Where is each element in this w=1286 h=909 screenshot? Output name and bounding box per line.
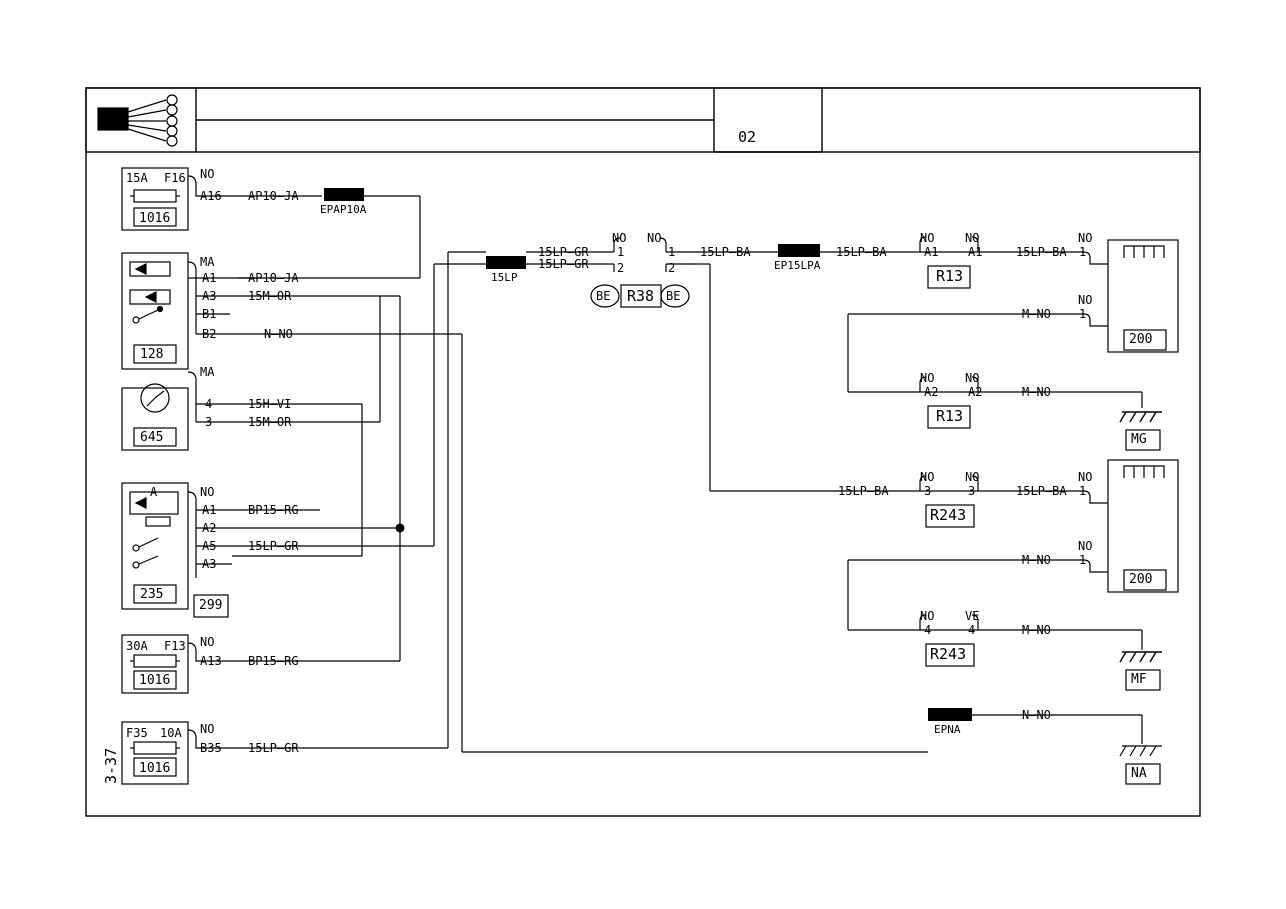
r13-bottom-pin-right: A2 (968, 385, 983, 399)
motor-200-bottom-pin-bottom-label: NO (1078, 539, 1093, 553)
fuse-f13-pin: A13 (200, 654, 222, 668)
r38-left-top: NO (612, 231, 627, 245)
motor-200-top-pin-top-label: NO (1078, 231, 1093, 245)
wire-label-15lp-gr-1: 15LP—GR (248, 539, 299, 553)
r243-top-pin-left: 3 (924, 484, 932, 498)
motor-200-top-pin-bottom-label: NO (1078, 293, 1093, 307)
fuse-f35-pin: B35 (200, 741, 222, 755)
wire-label-15lp-ba-4: 15LP—BA (838, 484, 889, 498)
wire-label-m-no-0: M—NO (1022, 307, 1051, 321)
motor-200-top-pin-1a: 1 (1079, 245, 1087, 259)
r13-top-pin-left: A1 (924, 245, 939, 259)
r38-pin-right-1: 1 (668, 245, 676, 259)
splice-epap10a (324, 188, 364, 201)
fuse-f35-id: F35 (126, 726, 148, 740)
wire-label-15lp-ba-3: 15LP—BA (1016, 245, 1067, 259)
motor-200-bottom-pin-1b: 1 (1079, 553, 1087, 567)
switch-235-pin-a2: A2 (202, 521, 217, 535)
gauge-645-connector: 645 (140, 430, 164, 445)
module-128-pin-b1: B1 (202, 307, 217, 321)
fuse-f35-rating: 10A (160, 726, 182, 740)
r13-top-pin-right: A1 (968, 245, 983, 259)
switch-235-pin-a1: A1 (202, 503, 217, 517)
wire-label-15lp-gr-2: 15LP—GR (248, 741, 299, 755)
r38-pin-left-2: 2 (617, 261, 625, 275)
gauge-645-pin-3: 3 (205, 415, 213, 429)
switch-235-connector-alt: 299 (199, 598, 223, 613)
wire-network-left (232, 196, 928, 755)
r243-bottom-left-top: NO (920, 609, 935, 623)
splice-15lp (486, 256, 526, 269)
r13-top-left-top: NO (920, 231, 935, 245)
wire-label-15lp-gr-3: 15LP—GR (538, 245, 589, 259)
switch-235-pin-a5: A5 (202, 539, 217, 553)
module-128-pin-a3: A3 (202, 289, 217, 303)
wire-label-m-no-2: M—NO (1022, 553, 1051, 567)
r13-bottom-left-top: NO (920, 371, 935, 385)
wire-label-15m-or-2: 15M—OR (248, 415, 292, 429)
splice-epna (928, 708, 972, 721)
wire-label-n-no: N—NO (264, 327, 293, 341)
wire-label-15m-or-1: 15M—OR (248, 289, 292, 303)
wire-label-n-no-2: N—NO (1022, 708, 1051, 722)
module-128-pin-b2: B2 (202, 327, 217, 341)
r13-bottom-name: R13 (936, 407, 964, 425)
r13-bottom-right-top: NO (965, 371, 980, 385)
switch-235-pin-top: NO (200, 485, 215, 499)
module-128-top-label: MA (200, 255, 215, 269)
fuse-f13-id: F13 (164, 639, 186, 653)
wire-label-m-no-1: M—NO (1022, 385, 1051, 399)
fuse-f16-connector: 1016 (139, 211, 171, 226)
relay-r13-bottom-symbol (848, 314, 1142, 428)
r243-bottom-right-top: VE (965, 609, 980, 623)
gauge-645-top-label: MA (200, 365, 215, 379)
fuse-f16-pin: A16 (200, 189, 222, 203)
splice-epna-label: EPNA (934, 723, 961, 736)
relay-r38-symbol (526, 238, 914, 491)
wire-label-15lp-ba-2: 15LP—BA (836, 245, 887, 259)
fuse-f13-pin-top: NO (200, 635, 215, 649)
motor-200-bottom-pin-1a: 1 (1079, 484, 1087, 498)
r38-right-top: NO (647, 231, 662, 245)
r38-pin-left-1: 1 (617, 245, 625, 259)
wire-label-15lp-gr-4: 15LP—GR (538, 257, 589, 271)
switch-235-top-label: A (150, 485, 158, 499)
motor-200-top-connector: 200 (1129, 332, 1153, 347)
wire-label-ap10-ja-1: AP10—JA (248, 189, 299, 203)
r38-right-tag: BE (666, 289, 681, 303)
r243-bottom-pin-right: 4 (968, 623, 976, 637)
fuse-f16-id: F16 (164, 171, 186, 185)
wire-label-m-no-3: M—NO (1022, 623, 1051, 637)
splice-15lp-label: 15LP (491, 271, 518, 284)
wire-label-15lp-ba-5: 15LP—BA (1016, 484, 1067, 498)
switch-235-connector: 235 (140, 587, 164, 602)
ground-na-label: NA (1131, 766, 1147, 781)
motor-200-bottom-connector: 200 (1129, 572, 1153, 587)
splice-ep15lpa-label: EP15LPA (774, 259, 821, 272)
fuse-f13-rating: 30A (126, 639, 148, 653)
r243-top-left-top: NO (920, 470, 935, 484)
fuse-f16-rating: 15A (126, 171, 148, 185)
motor-200-bottom-pin-top-label: NO (1078, 470, 1093, 484)
r13-top-name: R13 (936, 267, 964, 285)
motor-200-top-pin-1b: 1 (1079, 307, 1087, 321)
gauge-645-pin-4: 4 (205, 397, 213, 411)
switch-235-pin-a3: A3 (202, 557, 217, 571)
module-128-connector: 128 (140, 347, 164, 362)
wire-label-bp15-rg-1: BP15—RG (248, 503, 299, 517)
splice-epap10a-label: EPAP10A (320, 203, 367, 216)
r38-left-tag: BE (596, 289, 611, 303)
page-ref: 3-37 (102, 747, 120, 784)
wire-label-bp15-rg-2: BP15—RG (248, 654, 299, 668)
r243-bottom-pin-left: 4 (924, 623, 932, 637)
r38-name: R38 (627, 287, 655, 305)
r243-top-name: R243 (930, 506, 967, 524)
fuse-f35-pin-top: NO (200, 722, 215, 736)
ground-mf-label: MF (1131, 672, 1147, 687)
wire-label-15h-vi: 15H—VI (248, 397, 292, 411)
ground-mg-label: MG (1131, 432, 1147, 447)
r243-top-right-top: NO (965, 470, 980, 484)
r38-pin-right-2: 2 (668, 261, 676, 275)
module-128-pin-a1: A1 (202, 271, 217, 285)
r13-top-right-top: NO (965, 231, 980, 245)
harness-symbol (98, 95, 177, 146)
header-box-number: 02 (738, 128, 757, 146)
r243-bottom-name: R243 (930, 645, 967, 663)
fuse-f16-pin-top: NO (200, 167, 215, 181)
r243-top-pin-right: 3 (968, 484, 976, 498)
wire-label-ap10-ja-2: AP10—JA (248, 271, 299, 285)
relay-r243-bottom-symbol (848, 560, 1142, 666)
fuse-f13-connector: 1016 (139, 673, 171, 688)
r13-bottom-pin-left: A2 (924, 385, 939, 399)
fuse-f35-connector: 1016 (139, 761, 171, 776)
wire-label-15lp-ba-1: 15LP—BA (700, 245, 751, 259)
splice-ep15lpa (778, 244, 820, 257)
